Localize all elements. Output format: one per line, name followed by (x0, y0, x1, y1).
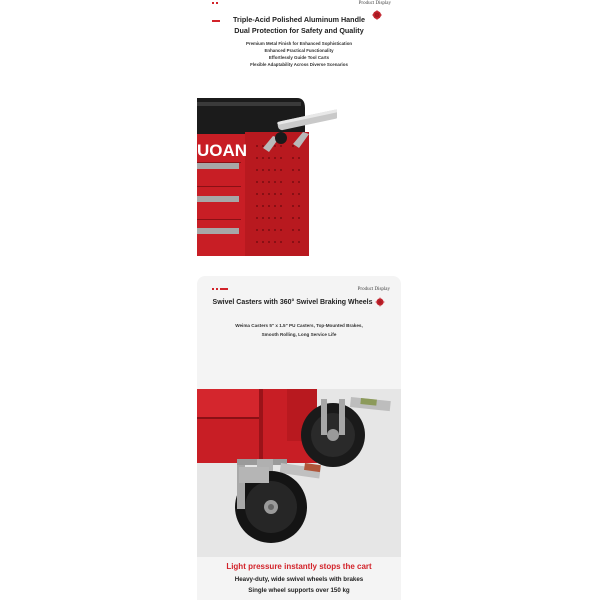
feature-line: Enhanced Practical Functionality (264, 48, 334, 53)
section-title-line-2: Dual Protection for Safety and Quality (234, 26, 364, 35)
handle-section (197, 0, 401, 256)
product-display-tag: Product Display (358, 1, 391, 6)
section-title-text: Swivel Casters with 360° Swivel Braking Wheels (212, 298, 373, 306)
brand-text: UOAN (197, 141, 248, 160)
highlight-text: Light pressure instantly stops the cart (226, 562, 372, 571)
section-title (197, 297, 401, 307)
decorative-red-dash (212, 2, 228, 5)
caster-section (197, 276, 401, 600)
caster-wheel-photo (197, 389, 401, 557)
feature-line: Premium Metal Finish for Enhanced Sophistication (245, 41, 353, 46)
tool-cart-handle-photo (197, 98, 337, 256)
section-title-line-1: Triple-Acid Polished Aluminum Handle (233, 15, 365, 24)
feature-line: Effortlessly Guide Tool Carts (268, 55, 330, 60)
product-display-tag: Product Display (357, 287, 390, 292)
subtitle-line: Weima Casters 5" x 1.5" PU Casters, Top-Mounted Brakes, (235, 323, 363, 328)
feature-line: Flexible Adaptability Across Diverse Scenarios (250, 62, 348, 67)
spec-line: Single wheel supports over 150 kg (248, 587, 350, 594)
brand-logo-icon (375, 297, 385, 307)
subtitle-line: Smooth Rolling, Long Service Life (261, 332, 337, 337)
spec-line: Heavy-duty, wide swivel wheels with brakes (234, 576, 364, 583)
